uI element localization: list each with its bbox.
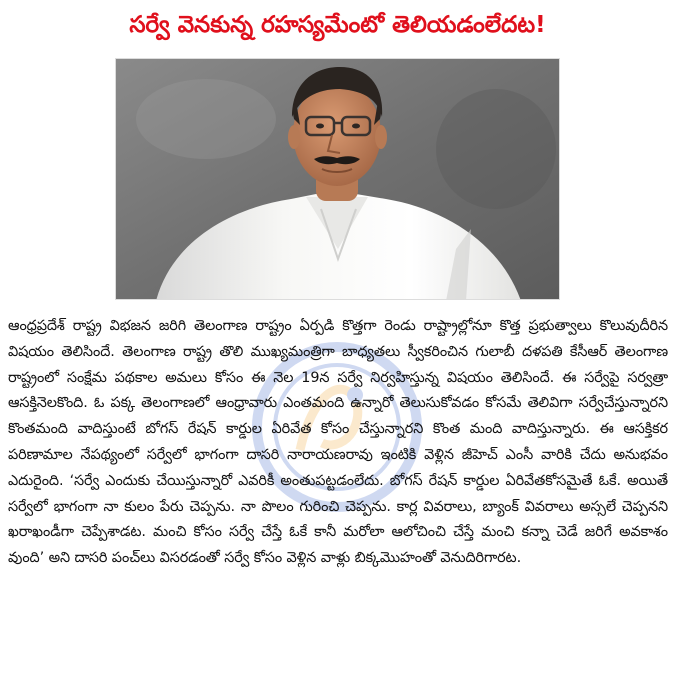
article-body: ఆంధ్రప్రదేశ్ రాష్ట్ర విభజన జరిగి తెలంగాణ రాష్ట్రం ఏర్పడి కొత్తగా రెండు రాష్ట్రాల్లోనూ కొత్త ప్రభుత్వాలు కొలువుదీరిన విషయం తెలిసిందే. తెలంగాణ రాష్ట్ర తొలి ముఖ్యమంత్రిగా బాధ్యతలు స్వీకరించిన గులాబీ దళపతి కేసీఆర్ తెలంగాణ రాష్ట్రంలో సంక్షేమ పథకాల అమలు కోసం ఈ నెల 19న సర్వే నిర్వహిస్తున్న విషయం తెలిసిందే. ఈ సర్వేపై సర్వత్రా ఆసక్తినెలకొంది. ఓ పక్క తెలంగాణలో ఆంధ్రావారు ఎంతమంది ఉన్నారో తెలుసుకోవడం కోసమే తెలివిగా సర్వేచేస్తున్నారని కొంతమంది వాదిస్తుంటే బోగస్ రేషన్ కార్డుల ఏరివేత కోసం చేస్తున్నారని కొంత మంది వాదిస్తున్నారు. ఈ ఆసక్తికర పరిణామాల నేపథ్యంలో సర్వేలో భాగంగా దాసరి నారాయణరావు ఇంటికి వెళ్లిన జీహెచ్ ఎంసీ వారికి చేదు అనుభవం ఎదురైంది. ‘సర్వే ఎందుకు చేయిస్తున్నారో ఎవరికీ అంతుపట్టడంలేదు. బోగస్ రేషన్ కార్డుల ఏరివేతకోసమైతే ఓకే. అయితే సర్వేలో భాగంగా నా కులం పేరు చెప్పను. నా పొలం గురించి చెప్పను. కార్ల వివరాలు, బ్యాంక్ వివరాలు అస్సలే చెప్పనని ఖరాఖండీగా చెప్పేశాడట. మంచి కోసం సర్వే చేస్తే ఓకే కానీ మరోలా ఆలోచించి చేస్తే మంచి కన్నా చెడే జరిగే అవకాశం వుంది’ అని దాసరి పంచ్‌లు విసరడంతో సర్వే కోసం వెళ్లిన వాళ్లు బిక్కమొహంతో వెనుదిరిగారట. bbox=[8, 318, 668, 567]
portrait-photo bbox=[115, 58, 560, 300]
article-headline: సర్వే వెనకున్న రహస్యమేంటో తెలియడంలేదట! bbox=[129, 12, 546, 38]
